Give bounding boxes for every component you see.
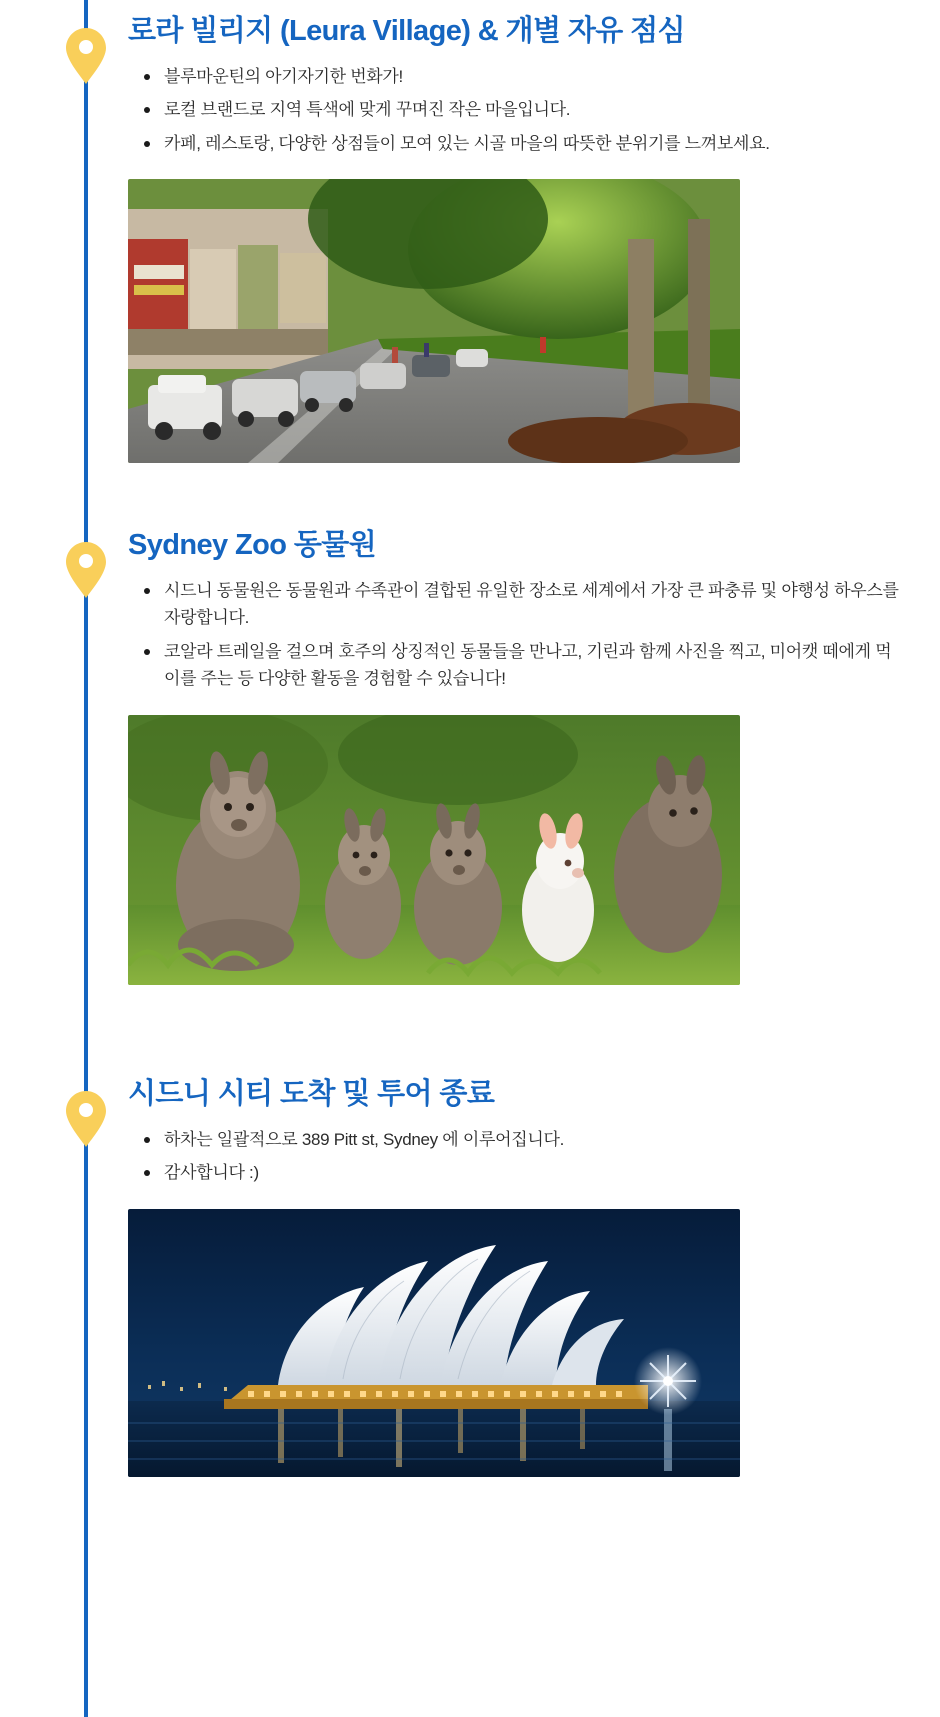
bullet-list [128, 1126, 900, 1187]
list-item: 로컬 브랜드로 지역 특색에 맞게 꾸며진 작은 마을입니다. [164, 96, 900, 124]
section-image-opera-house [128, 1209, 740, 1477]
map-pin-icon [66, 542, 106, 598]
list-item: 하차는 일괄적으로 389 Pitt st, Sydney 에 이루어집니다. [164, 1126, 900, 1154]
bullet-list [128, 63, 900, 158]
bullet-list [128, 577, 900, 693]
list-item: 시드니 동물원은 동물원과 수족관이 결합된 유일한 장소로 세계에서 가장 큰 파충류 및 야행성 하우스를 자랑합니다. [164, 577, 900, 632]
itinerary-section-sydney-city-arrival [0, 1077, 940, 1477]
itinerary-section-leura-village [0, 14, 940, 463]
map-pin-icon [66, 28, 106, 84]
page-title: Sydney Zoo 동물원 [128, 529, 377, 561]
list-item: 코알라 트레일을 걸으며 호주의 상징적인 동물들을 만나고, 기린과 함께 사진을 찍고, 미어캣 떼에게 먹이를 주는 등 다양한 활동을 경험할 수 있습니다! [164, 638, 900, 693]
list-item: 감사합니다 :) [164, 1159, 900, 1187]
section-image-leura-village [128, 179, 740, 463]
itinerary-section-sydney-zoo [0, 528, 940, 985]
list-item: 카페, 레스토랑, 다양한 상점들이 모여 있는 시골 마을의 따뜻한 분위기를 느껴보세요. [164, 130, 900, 158]
map-pin-icon [66, 1091, 106, 1147]
page-title: 로라 빌리지 (Leura Village) & 개별 자유 점심 [128, 15, 685, 47]
page-title: 시드니 시티 도착 및 투어 종료 [128, 1078, 495, 1110]
list-item: 블루마운틴의 아기자기한 번화가! [164, 63, 900, 91]
section-image-kangaroos [128, 715, 740, 985]
